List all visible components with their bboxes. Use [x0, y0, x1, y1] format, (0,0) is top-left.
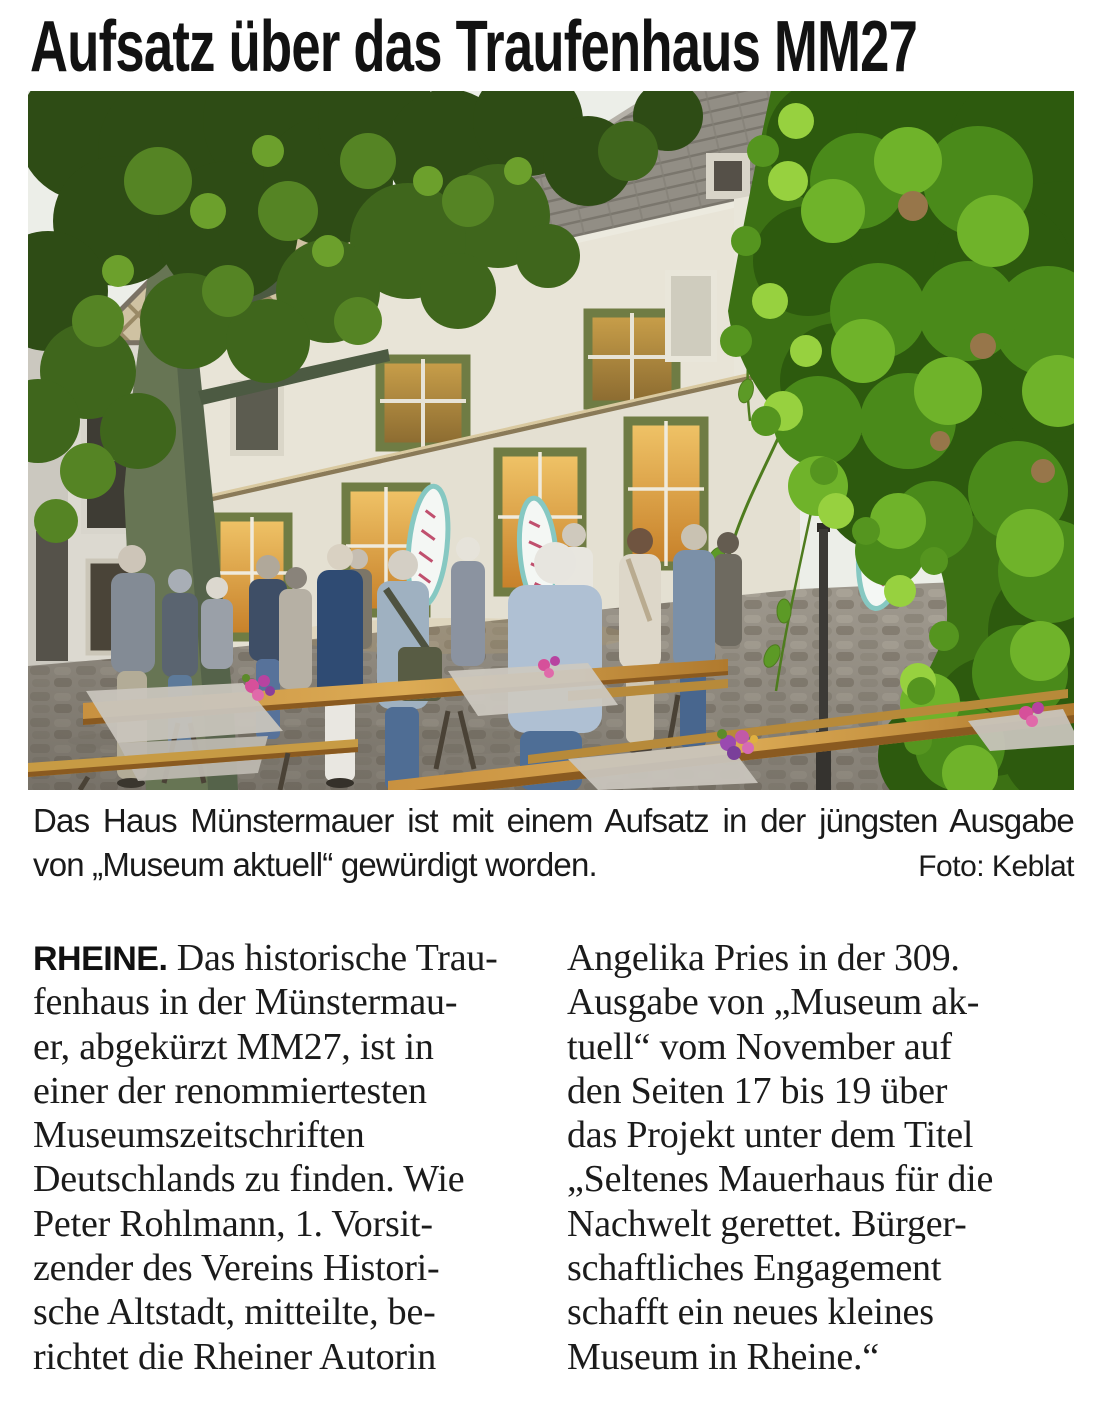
upper-window-green-2 — [588, 313, 676, 405]
article-column-left — [33, 936, 538, 1379]
body-line: Peter Rohlmann, 1. Vorsit- — [33, 1202, 433, 1245]
body-line: tuell“ vom November auf — [567, 1025, 952, 1068]
article-column-right — [567, 936, 1075, 1379]
body-line: „Seltenes Mauerhaus für die — [567, 1158, 994, 1201]
body-line: Museumszeitschriften — [33, 1114, 365, 1157]
body-line — [33, 936, 538, 980]
body-line: schaftliches Engagement — [567, 1247, 942, 1290]
body-line: Nachwelt gerettet. Bürger- — [567, 1202, 967, 1245]
article-headline: Aufsatz über das Traufenhaus MM27 — [30, 7, 918, 87]
body-line: den Seiten 17 bis 19 über — [567, 1069, 948, 1112]
body-line: er, abgekürzt MM27, ist in — [33, 1025, 434, 1068]
dateline: RHEINE. — [33, 940, 168, 978]
photo-credit: Foto: Keblat — [918, 850, 1074, 883]
body-line: sche Altstadt, mitteilte, be- — [33, 1291, 436, 1334]
body-line: zender des Vereins Histori- — [33, 1247, 440, 1290]
body-line: Angelika Pries in der 309. — [567, 937, 960, 979]
body-line: einer der renommiertesten — [33, 1069, 427, 1112]
body-line: richtet die Rheiner Autorin — [33, 1335, 436, 1378]
article-photo — [28, 91, 1074, 790]
body-line: Deutschlands zu finden. Wie — [33, 1158, 465, 1201]
body-line: schafft ein neues kleines — [567, 1291, 934, 1334]
upper-window-green-1 — [380, 359, 466, 447]
photo-caption-line1: Das Haus Münstermauer ist mit einem Aufsatz in der jüngsten Ausgabe — [33, 802, 1074, 839]
body-line: das Projekt unter dem Titel — [567, 1114, 974, 1157]
body-line: fenhaus in der Münstermau- — [33, 981, 458, 1024]
body-line-text: Das historische Trau- — [176, 937, 498, 979]
photo-illustration — [28, 91, 1074, 790]
body-line: Ausgabe von „Museum ak- — [567, 981, 980, 1024]
body-line: Museum in Rheine.“ — [567, 1335, 879, 1378]
photo-caption-line2: von „Museum aktuell“ gewürdigt worden. — [33, 846, 597, 883]
photo-caption — [33, 799, 1074, 889]
